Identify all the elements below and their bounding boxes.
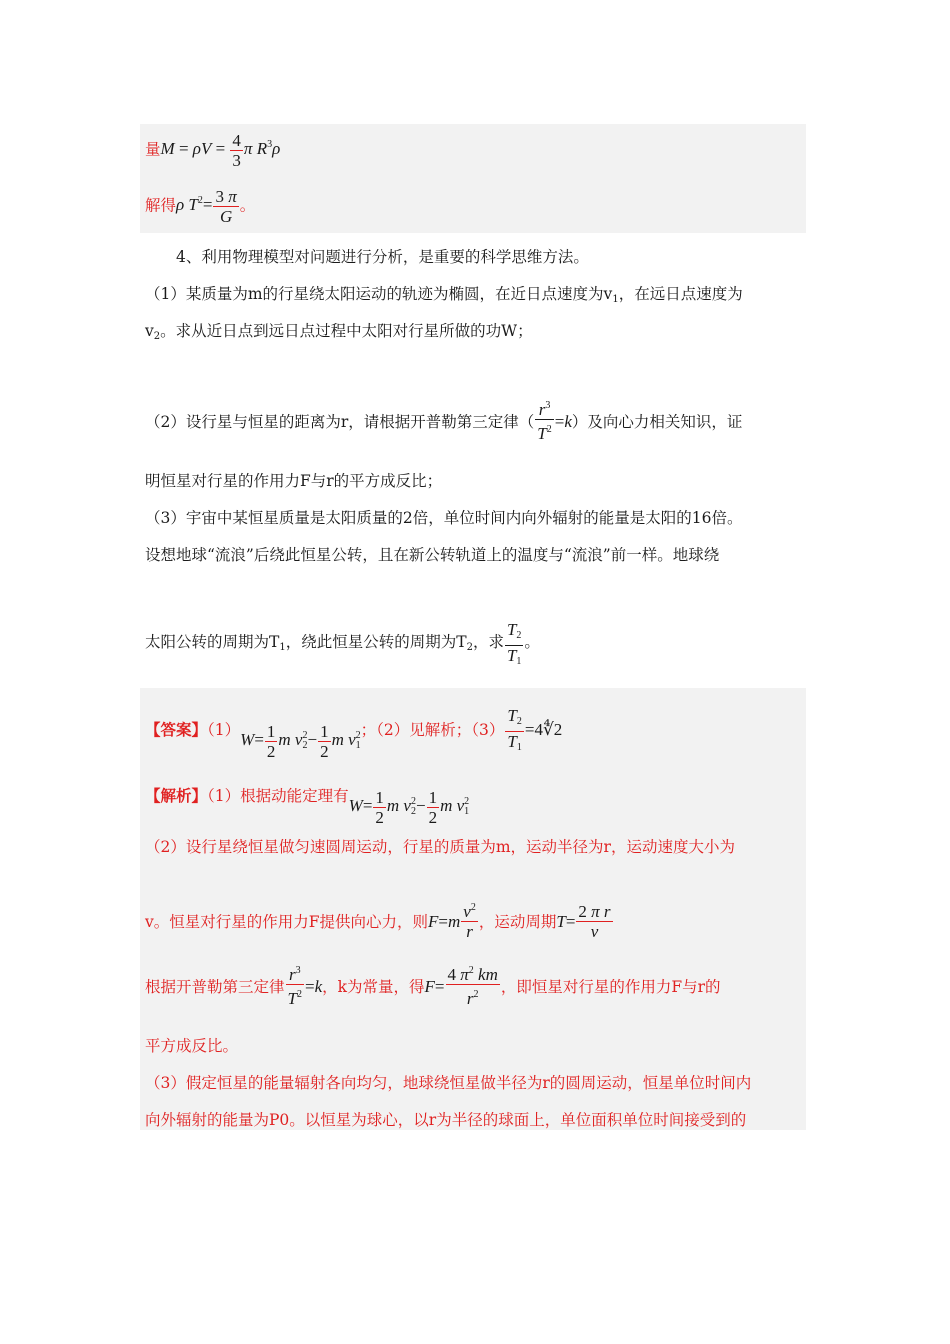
- mass-formula: M = ρV = $\frac{4}{3}$ π $R^3\rho$: [160, 131, 281, 170]
- answer-tag: 【答案】: [145, 720, 208, 739]
- question-part3-line1: （3）宇宙中某恒星质量是太阳质量的2倍，单位时间内向外辐射的能量是太阳的16倍。: [145, 509, 743, 527]
- answer-work-formula: W= $\frac{1}{2}$ m $v_2^2-$ $\frac{1}{2}$ m $v_1^2$: [240, 721, 361, 761]
- analysis-part2-line4: 平方成反比。: [145, 1037, 239, 1055]
- kepler-formula-analysis: $\frac{r^3}{T^2}$ =k: [285, 977, 323, 996]
- solved-prefix: 解得: [145, 196, 177, 215]
- answer-line: 【答案】（1）W= $\frac{1}{2}$ m $v_2^2-$ $\frac{1}{2}$ m $v_1^2$；（2）见解析；（3） $\frac{T_2}{T_1}$ =4∜2: [145, 706, 563, 761]
- analysis-part3-line2: 向外辐射的能量为P0。以恒星为球心，以r为半径的球面上，单位面积单位时间接受到的: [145, 1111, 747, 1129]
- kepler-law-formula: $\frac{r^3}{T^2}$ =k: [534, 412, 572, 431]
- force-result-formula: F= $\frac{4 \pi^2 km}{r^2}$: [425, 977, 501, 996]
- question-part1-line2: $v_2$。求从近日点到远日点过程中太阳对行星所做的功W；: [145, 322, 533, 342]
- period-ratio-formula: $\frac{T_2}{T_1}$: [506, 620, 522, 667]
- analysis-part2-line2: v。恒星对行星的作用力F提供向心力，则F=m $\frac{v^2}{r}$ ，运动周期T= $\frac{\text{2 π r}}{v}$: [145, 898, 614, 941]
- solved-formula: ρ $T^2=$ $\frac{3 \pi}{G}$: [176, 187, 237, 226]
- solved-formula-line: 解得ρ $T^2=$ $\frac{3 \pi}{G}$ 。: [145, 187, 256, 226]
- analysis-work-formula: W= $\frac{1}{2}$ m $v_2^2-$ $\frac{1}{2}$ m $v_1^2$: [348, 787, 470, 827]
- mass-formula-line: [145, 131, 280, 170]
- question-part2-line2: 明恒星对行星的作用力F与r的平方成反比；: [145, 472, 443, 490]
- analysis-part1-line: 【解析】（1）根据动能定理有W= $\frac{1}{2}$ m $v_2^2-$ $\frac{1}{2}$ m $v_1^2$: [145, 786, 470, 827]
- question-part3-line3: 太阳公转的周期为$T_1$，绕此恒星公转的周期为$T_2$，求 $\frac{T_2}{T_1}$ 。: [145, 620, 540, 667]
- analysis-part2-line1: （2）设行星绕恒星做匀速圆周运动，行星的质量为m，运动半径为r，运动速度大小为: [145, 838, 735, 856]
- answer-ratio-formula: $\frac{T_2}{T_1}$ =4∜2: [507, 706, 563, 753]
- centripetal-force-formula: F=m $\frac{v^2}{r}$: [428, 912, 479, 931]
- analysis-part3-line1: （3）假定恒星的能量辐射各向均匀，地球绕恒星做半径为r的圆周运动，恒星单位时间内: [145, 1074, 752, 1092]
- question-part2-line1: （2）设行星与恒星的距离为r，请根据开普勒第三定律（ $\frac{r^3}{T^2}$ =k）及向心力相关知识，证: [145, 396, 742, 443]
- question-intro: 4、利用物理模型对问题进行分析，是重要的科学思维方法。: [176, 248, 589, 266]
- question-part3-line2: 设想地球“流浪”后绕此恒星公转，且在新公转轨道上的温度与“流浪”前一样。地球绕: [145, 546, 720, 564]
- analysis-tag: 【解析】: [145, 786, 208, 805]
- mass-prefix: 量: [145, 140, 161, 159]
- question-part1-line1: （1）某质量为m的行星绕太阳运动的轨迹为椭圆，在近日点速度为$v_1$，在远日点速度为: [145, 285, 743, 305]
- period-formula: T= $\frac{\text{2 π r}}{v}$: [556, 902, 611, 941]
- analysis-part2-line3: 根据开普勒第三定律 $\frac{r^3}{T^2}$ =k，k为常量，得F= $\frac{4 \pi^2 km}{r^2}$ ，即恒星对行星的作用力F与r的: [145, 961, 721, 1008]
